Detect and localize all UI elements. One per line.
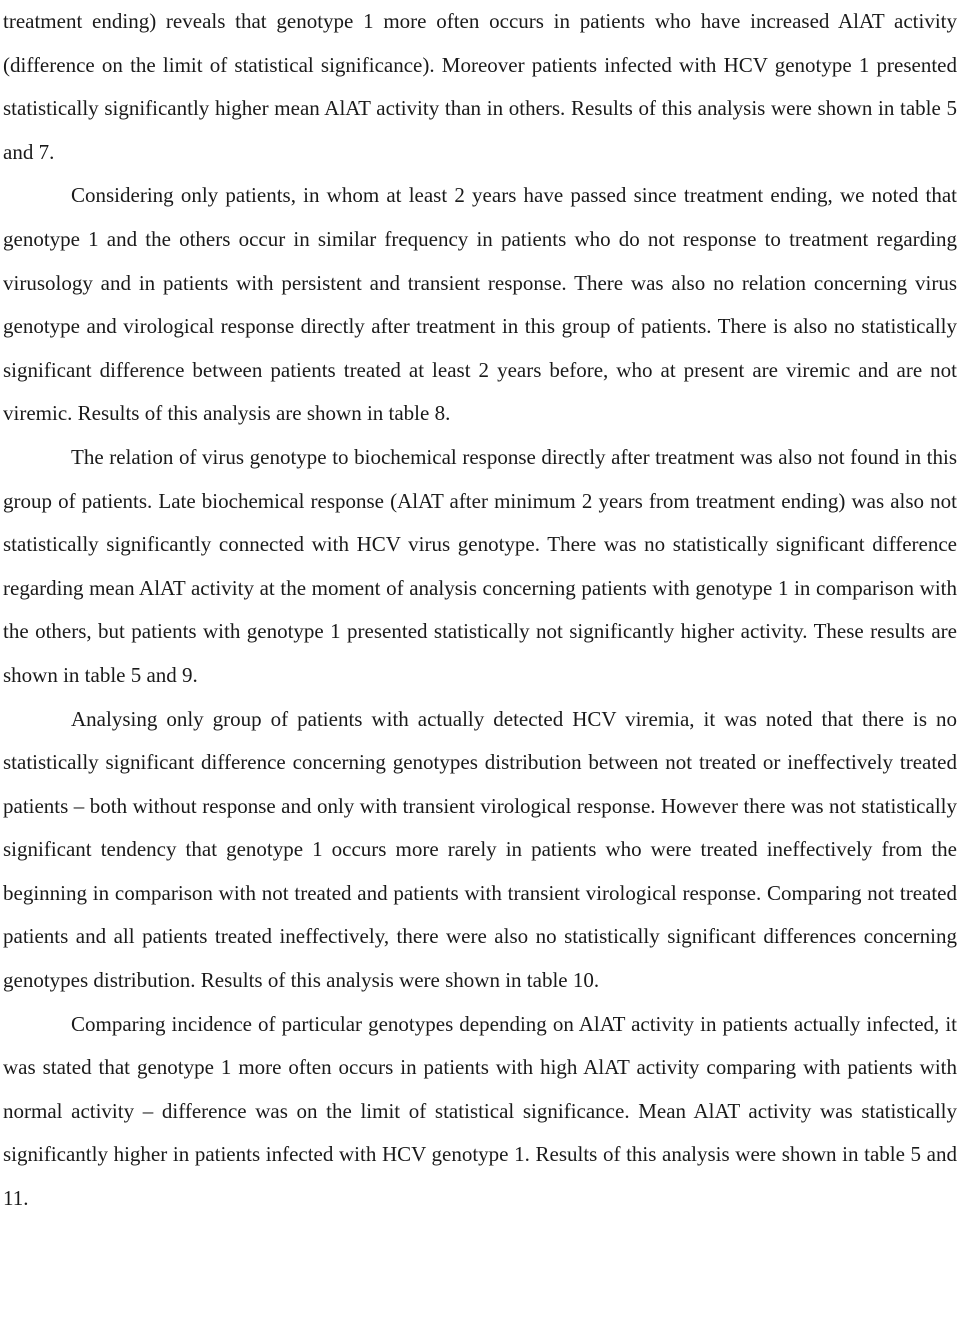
paragraph-genotype-2-years: Considering only patients, in whom at least 2 years have passed since treatment ending, we noted that genotype 1 and the others occur in similar frequency in patients who do not response to treatment regarding virusology and in patients with persistent and transient response. There was also no relation concerning virus genotype and virological response directly after treatment in this group of patients. There is also no statistically significant difference between patients treated at least 2 years before, who at present are viremic and are not viremic. Results of this analysis are shown in table 8. (3, 183, 957, 426)
paragraph-biochemical-response: The relation of virus genotype to biochemical response directly after treatment was also not found in this group of patients. Late biochemical response (AlAT after minimum 2 years from treatment ending) was also not statistically significantly connected with HCV virus genotype. There was no statistically significant difference regarding mean AlAT activity at the moment of analysis concerning patients with genotype 1 in comparison with the others, but patients with genotype 1 presented statistically not significantly higher activity. These results are shown in table 5 and 9. (3, 444, 957, 687)
document-page (3, 0, 957, 1221)
paragraph-continuation: treatment ending) reveals that genotype 1 more often occurs in patients who have increased AlAT activity (difference on the limit of statistical significance). Moreover patients infected with HCV genotype 1 presented statistically significantly higher mean AlAT activity than in others. Results of this analysis were shown in table 5 and 7. (3, 9, 957, 164)
paragraph-viremia-analysis: Analysing only group of patients with actually detected HCV viremia, it was noted that there is no statistically significant difference concerning genotypes distribution between not treated or ineffectively treated patients – both without response and only with transient virological response. However there was not statistically significant tendency that genotype 1 occurs more rarely in patients who were treated ineffectively from the beginning in comparison with not treated and patients with transient virological response. Comparing not treated patients and all patients treated ineffectively, there were also no statistically significant differences concerning genotypes distribution. Results of this analysis were shown in table 10. (3, 706, 957, 993)
paragraph-alat-activity: Comparing incidence of particular genotypes depending on AlAT activity in patients actually infected, it was stated that genotype 1 more often occurs in patients with high AlAT activity comparing with patients with normal activity – difference was on the limit of statistical significance. Mean AlAT activity was statistically significantly higher in patients infected with HCV genotype 1. Results of this analysis were shown in table 5 and 11. (3, 1011, 957, 1211)
